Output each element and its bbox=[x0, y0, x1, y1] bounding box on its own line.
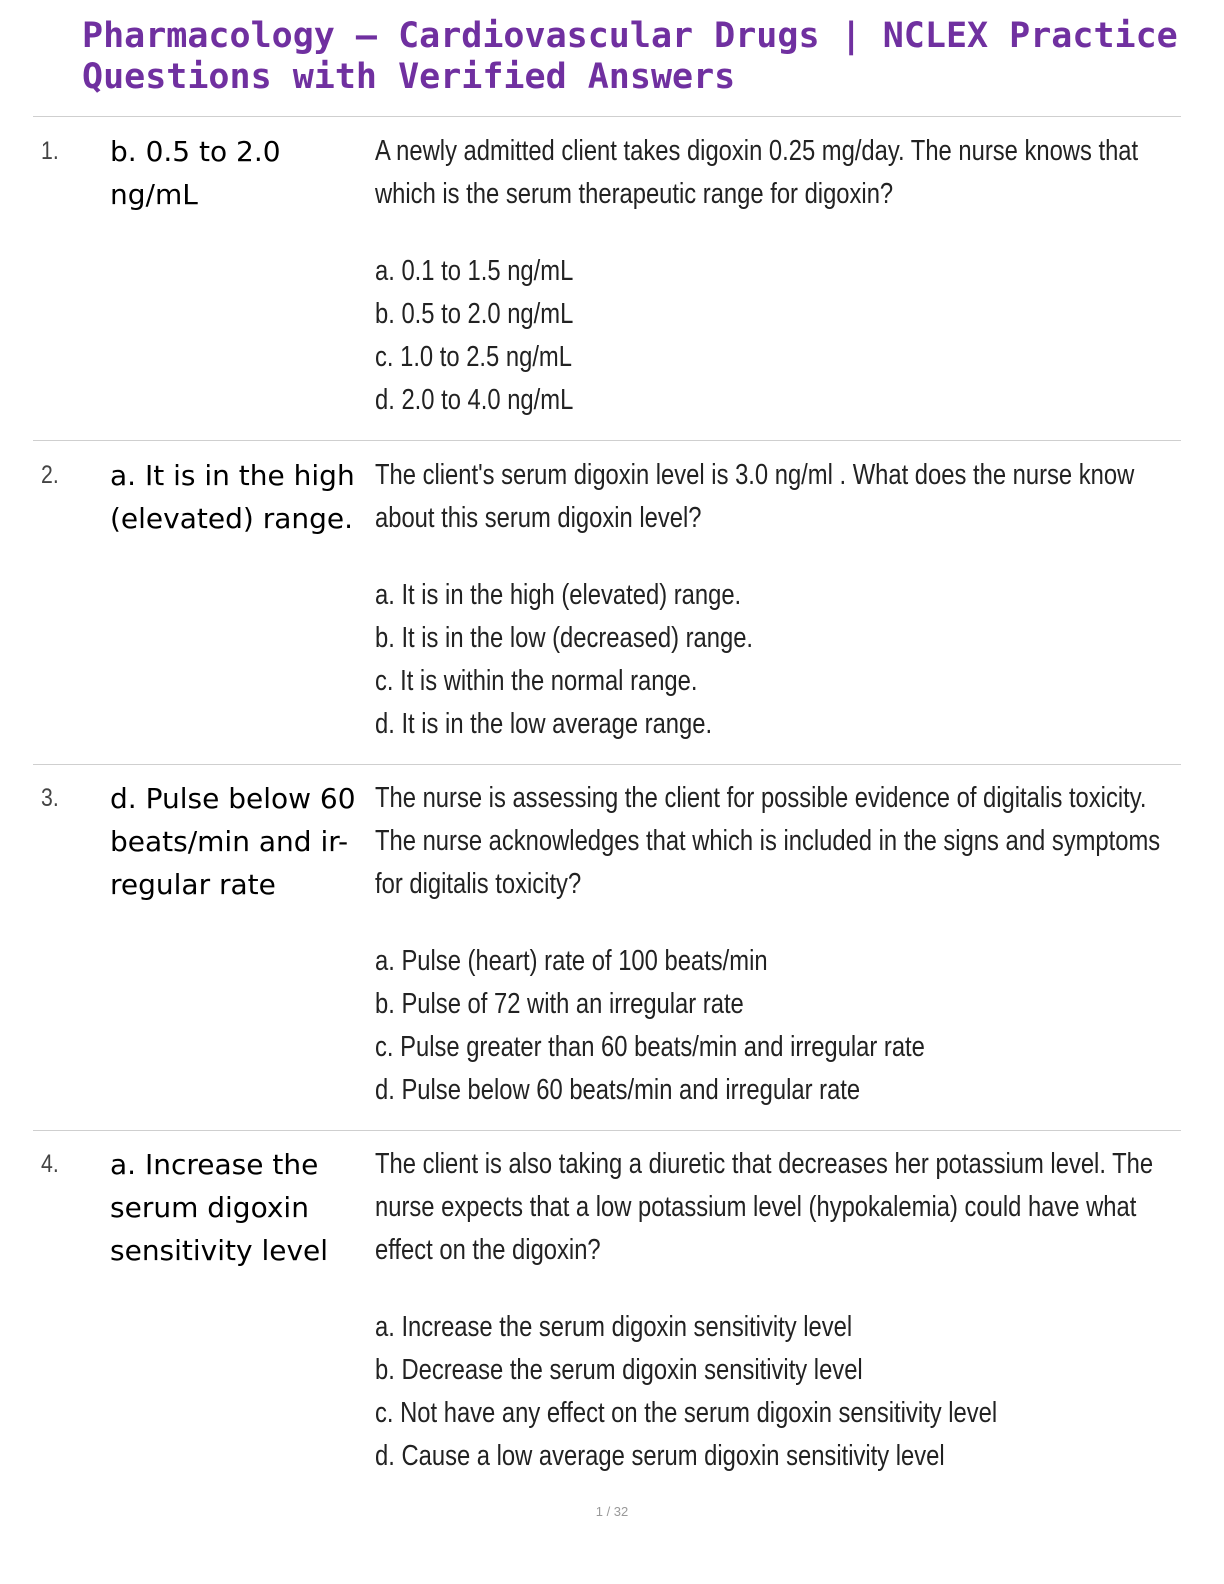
options-list bbox=[375, 1306, 1162, 1478]
option-c: c. It is within the normal range. bbox=[375, 665, 698, 697]
question-body bbox=[375, 1143, 1162, 1478]
question-item-2 bbox=[33, 454, 1181, 765]
question-text: A newly admitted client takes digoxin 0.25 mg/day. The nurse knows that which is the serum therapeutic range for digoxin? bbox=[375, 135, 1139, 210]
option-c: c. Not have any effect on the serum digoxin sensitivity level bbox=[375, 1397, 998, 1429]
option-a: a. Increase the serum digoxin sensitivity level bbox=[375, 1311, 853, 1343]
question-number: 4. bbox=[41, 1150, 59, 1178]
options-list bbox=[375, 250, 1162, 422]
page-title: Pharmacology – Cardiovascular Drugs | NCLEX Practice Questions with Verified Answers bbox=[82, 16, 1178, 97]
title-divider bbox=[33, 116, 1181, 117]
question-text: The client is also taking a diuretic that decreases her potassium level. The nurse expects that a low potassium level (hypokalemia) could have what effect on the digoxin? bbox=[375, 1148, 1154, 1266]
question-item-4 bbox=[33, 1143, 1181, 1493]
answer-text: a. Increase the serum digoxin sensitivity level bbox=[110, 1148, 329, 1267]
option-d: d. Cause a low average serum digoxin sensitivity level bbox=[375, 1440, 945, 1472]
question-item-1 bbox=[33, 130, 1181, 441]
option-b: b. Pulse of 72 with an irregular rate bbox=[375, 988, 744, 1020]
option-a: a. It is in the high (elevated) range. bbox=[375, 579, 742, 611]
option-b: b. 0.5 to 2.0 ng/mL bbox=[375, 298, 574, 330]
answer-text: a. It is in the high (elevated) range. bbox=[110, 459, 355, 535]
option-d: d. Pulse below 60 beats/min and irregular rate bbox=[375, 1074, 861, 1106]
option-a: a. 0.1 to 1.5 ng/mL bbox=[375, 255, 574, 287]
option-d: d. 2.0 to 4.0 ng/mL bbox=[375, 384, 574, 416]
option-b: b. It is in the low (decreased) range. bbox=[375, 622, 754, 654]
question-body bbox=[375, 454, 1162, 746]
question-body bbox=[375, 777, 1162, 1112]
answer-text: d. Pulse below 60 beats/min and ir-regular rate bbox=[110, 782, 356, 901]
question-number: 3. bbox=[41, 784, 59, 812]
question-number: 1. bbox=[41, 137, 59, 165]
question-text: The client's serum digoxin level is 3.0 ng/ml . What does the nurse know about this serum digoxin level? bbox=[375, 459, 1135, 534]
answer-text: b. 0.5 to 2.0 ng/mL bbox=[110, 135, 281, 211]
options-list bbox=[375, 574, 1162, 746]
option-d: d. It is in the low average range. bbox=[375, 708, 713, 740]
option-a: a. Pulse (heart) rate of 100 beats/min bbox=[375, 945, 768, 977]
option-c: c. Pulse greater than 60 beats/min and irregular rate bbox=[375, 1031, 925, 1063]
option-b: b. Decrease the serum digoxin sensitivity level bbox=[375, 1354, 863, 1386]
question-text: The nurse is assessing the client for possible evidence of digitalis toxicity. The nurse acknowledges that which is included in the signs and symptoms for digitalis toxicity? bbox=[375, 782, 1161, 900]
question-body bbox=[375, 130, 1162, 422]
page-number: 1 / 32 bbox=[595, 1504, 629, 1519]
options-list bbox=[375, 940, 1162, 1112]
question-number: 2. bbox=[41, 461, 59, 489]
question-item-3 bbox=[33, 777, 1181, 1131]
option-c: c. 1.0 to 2.5 ng/mL bbox=[375, 341, 572, 373]
